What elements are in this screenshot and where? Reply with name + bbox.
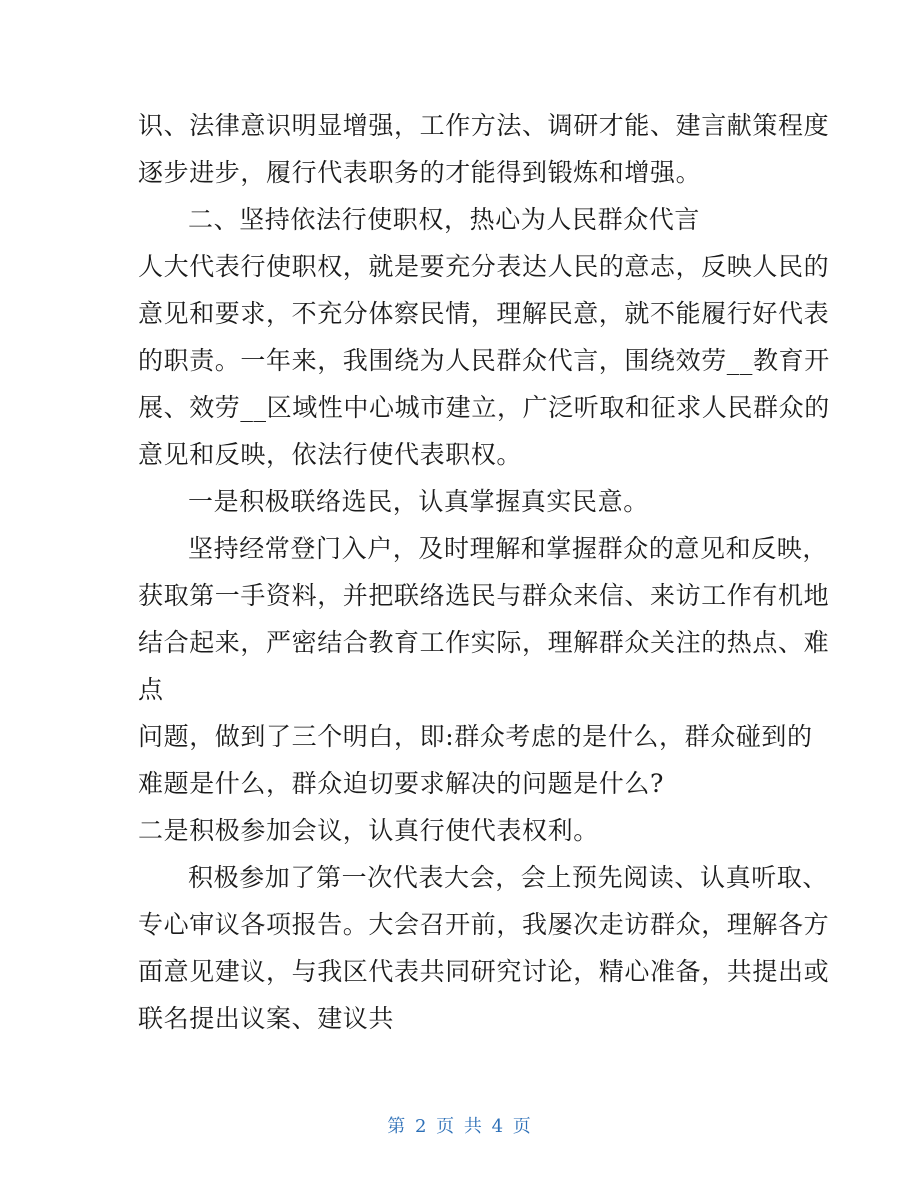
text-line-7: 展、效劳__区域性中心城市建立，广泛听取和征求人民群众的: [138, 393, 830, 422]
text-line-2: 逐步进步，履行代表职务的才能得到锻炼和增强。: [138, 158, 702, 187]
text-line-20: 联名提出议案、建议共: [138, 1004, 395, 1033]
text-line-5: 意见和要求，不充分体察民情，理解民意，就不能履行好代表: [138, 299, 830, 328]
text-line-15: 难题是什么，群众迫切要求解决的问题是什么?: [138, 769, 665, 798]
subheading-1: 一是积极联络选民，认真掌握真实民意。: [188, 487, 649, 516]
text-line-8: 意见和反映，依法行使代表职权。: [138, 440, 523, 469]
text-line-1: 识、法律意识明显增强，工作方法、调研才能、建言献策程度: [138, 111, 830, 140]
text-line-17: 积极参加了第一次代表大会，会上预先阅读、认真听取、: [188, 863, 829, 892]
text-line-12: 结合起来，严密结合教育工作实际，理解群众关注的热点、难: [138, 628, 830, 657]
text-line-4: 人大代表行使职权，就是要充分表达人民的意志，反映人民的: [138, 252, 830, 281]
text-line-19: 面意见建议，与我区代表共同研究讨论，精心准备，共提出或: [138, 957, 830, 986]
text-line-18: 专心审议各项报告。大会召开前，我屡次走访群众，理解各方: [138, 910, 830, 939]
section-heading: 二、坚持依法行使职权，热心为人民群众代言: [188, 205, 701, 234]
page-number-footer: 第 2 页 共 4 页: [387, 1116, 533, 1137]
text-line-10: 坚持经常登门入户，及时理解和掌握群众的意见和反映，: [188, 534, 829, 563]
subheading-2: 二是积极参加会议，认真行使代表权利。: [138, 816, 599, 845]
text-line-13: 点: [138, 675, 164, 704]
text-line-11: 获取第一手资料，并把联络选民与群众来信、来访工作有机地: [138, 581, 830, 610]
text-line-14: 问题，做到了三个明白，即:群众考虑的是什么，群众碰到的: [138, 722, 813, 751]
text-line-6: 的职责。一年来，我围绕为人民群众代言，围绕效劳__教育开: [138, 346, 830, 375]
